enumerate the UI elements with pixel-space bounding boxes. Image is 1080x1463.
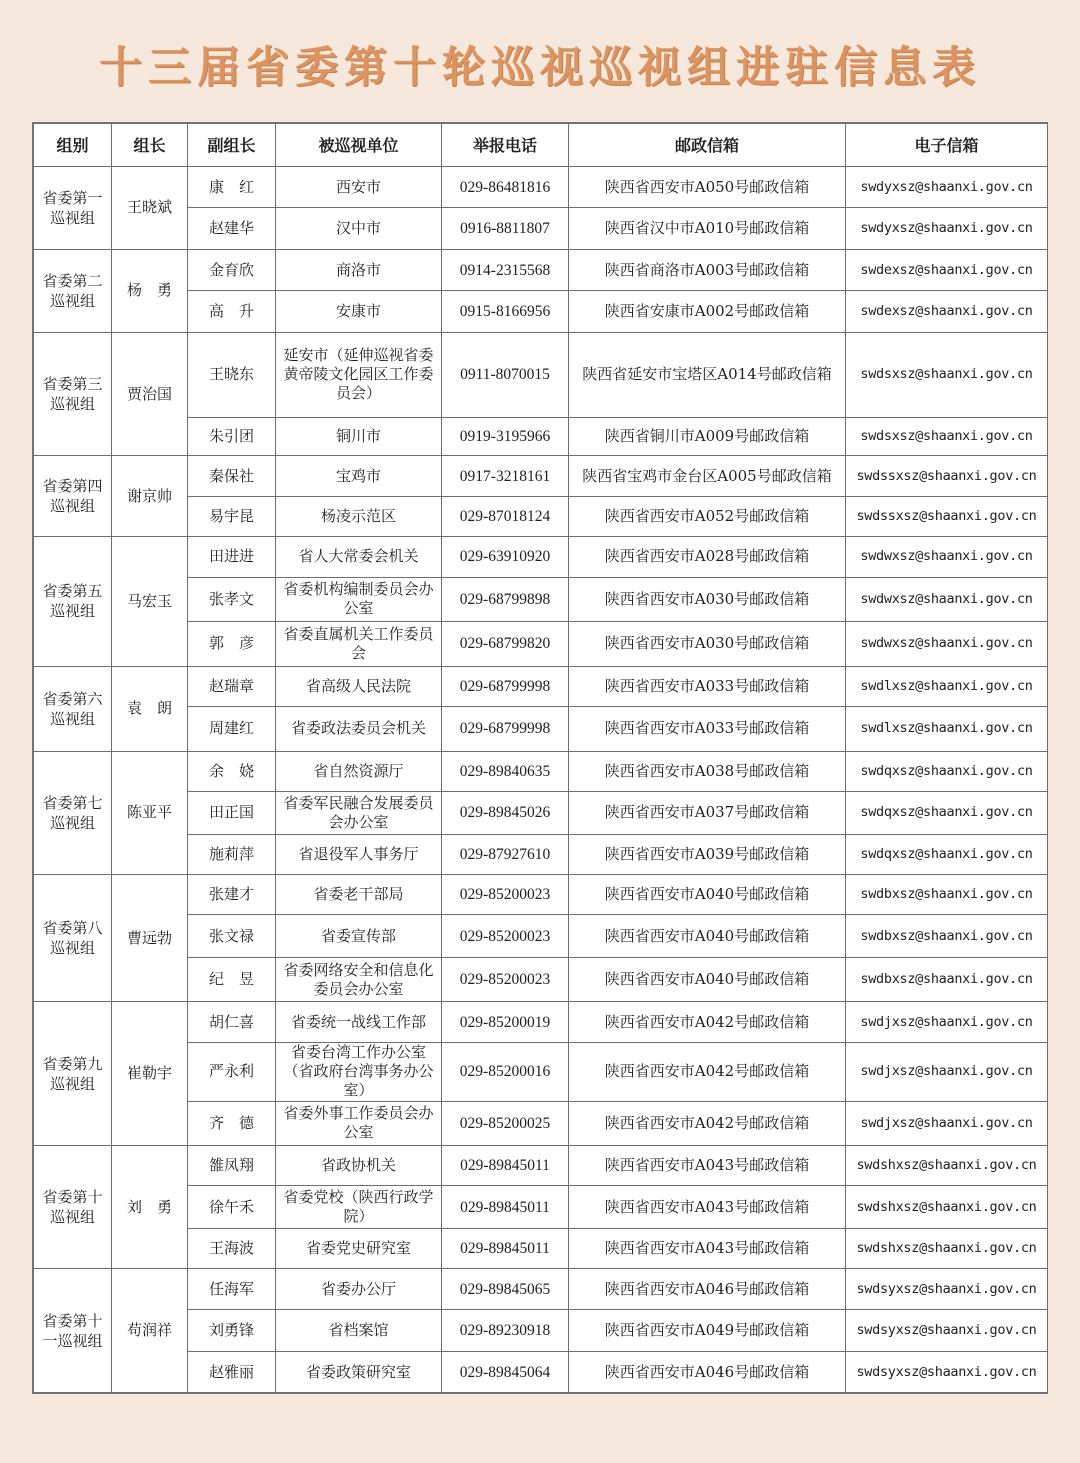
group-leader-cell: 王晓斌 <box>112 167 188 250</box>
report-phone-cell: 029-89845064 <box>442 1352 569 1393</box>
postal-mailbox-cell: 陕西省西安市A042号邮政信箱 <box>569 1002 846 1042</box>
report-phone-cell: 0911-8070015 <box>442 332 569 417</box>
email-cell: swdjxsz@shaanxi.gov.cn <box>846 1101 1048 1146</box>
postal-mailbox-cell: 陕西省宝鸡市金台区A005号邮政信箱 <box>569 456 846 496</box>
report-phone-cell: 029-68799998 <box>442 707 569 752</box>
inspected-unit-cell: 省委统一战线工作部 <box>276 1002 442 1042</box>
group-leader-cell: 崔勒宇 <box>112 1002 188 1146</box>
report-phone-cell: 0917-3218161 <box>442 456 569 496</box>
inspected-unit-cell: 省委党校（陕西行政学院） <box>276 1186 442 1228</box>
header-group: 组别 <box>34 124 112 167</box>
inspected-unit-cell: 省委办公厅 <box>276 1269 442 1309</box>
inspected-unit-cell: 宝鸡市 <box>276 456 442 496</box>
deputy-leader-cell: 易宇昆 <box>188 496 276 536</box>
report-phone-cell: 029-85200023 <box>442 915 569 957</box>
postal-mailbox-cell: 陕西省西安市A038号邮政信箱 <box>569 751 846 791</box>
postal-mailbox-cell: 陕西省西安市A050号邮政信箱 <box>569 167 846 208</box>
email-cell: swdwxsz@shaanxi.gov.cn <box>846 622 1048 667</box>
inspected-unit-cell: 杨凌示范区 <box>276 496 442 536</box>
deputy-leader-cell: 张建才 <box>188 874 276 914</box>
deputy-leader-cell: 金育欣 <box>188 249 276 290</box>
report-phone-cell: 0916-8811807 <box>442 208 569 249</box>
deputy-leader-cell: 康 红 <box>188 167 276 208</box>
report-phone-cell: 029-68799898 <box>442 577 569 622</box>
inspected-unit-cell: 省档案馆 <box>276 1309 442 1351</box>
deputy-leader-cell: 施莉萍 <box>188 834 276 874</box>
group-name-cell: 省委第六巡视组 <box>34 666 112 751</box>
email-cell: swdsyxsz@shaanxi.gov.cn <box>846 1309 1048 1351</box>
inspected-unit-cell: 西安市 <box>276 167 442 208</box>
inspected-unit-cell: 省高级人民法院 <box>276 666 442 706</box>
inspected-unit-cell: 省委直属机关工作委员会 <box>276 622 442 667</box>
postal-mailbox-cell: 陕西省西安市A046号邮政信箱 <box>569 1352 846 1393</box>
email-cell: swdssxsz@shaanxi.gov.cn <box>846 456 1048 496</box>
deputy-leader-cell: 朱引团 <box>188 417 276 455</box>
report-phone-cell: 029-68799820 <box>442 622 569 667</box>
group-name-cell: 省委第三巡视组 <box>34 332 112 455</box>
deputy-leader-cell: 余 娆 <box>188 751 276 791</box>
inspected-unit-cell: 省委政策研究室 <box>276 1352 442 1393</box>
header-mailbox: 邮政信箱 <box>569 124 846 167</box>
deputy-leader-cell: 王晓东 <box>188 332 276 417</box>
email-cell: swdssxsz@shaanxi.gov.cn <box>846 496 1048 536</box>
report-phone-cell: 029-63910920 <box>442 537 569 577</box>
header-email: 电子信箱 <box>846 124 1048 167</box>
email-cell: swdjxsz@shaanxi.gov.cn <box>846 1002 1048 1042</box>
group-name-cell: 省委第八巡视组 <box>34 874 112 1001</box>
postal-mailbox-cell: 陕西省西安市A037号邮政信箱 <box>569 792 846 834</box>
email-cell: swdshxsz@shaanxi.gov.cn <box>846 1146 1048 1186</box>
deputy-leader-cell: 刘勇锋 <box>188 1309 276 1351</box>
report-phone-cell: 029-68799998 <box>442 666 569 706</box>
inspected-unit-cell: 省委老干部局 <box>276 874 442 914</box>
email-cell: swdexsz@shaanxi.gov.cn <box>846 291 1048 332</box>
header-phone: 举报电话 <box>442 124 569 167</box>
email-cell: swdyxsz@shaanxi.gov.cn <box>846 208 1048 249</box>
postal-mailbox-cell: 陕西省西安市A030号邮政信箱 <box>569 577 846 622</box>
table-row <box>34 751 1048 791</box>
group-leader-cell: 苟润祥 <box>112 1269 188 1393</box>
table-row <box>34 167 1048 208</box>
report-phone-cell: 029-85200023 <box>442 957 569 1002</box>
postal-mailbox-cell: 陕西省西安市A042号邮政信箱 <box>569 1042 846 1101</box>
postal-mailbox-cell: 陕西省延安市宝塔区A014号邮政信箱 <box>569 332 846 417</box>
inspected-unit-cell: 汉中市 <box>276 208 442 249</box>
postal-mailbox-cell: 陕西省铜川市A009号邮政信箱 <box>569 417 846 455</box>
deputy-leader-cell: 纪 昱 <box>188 957 276 1002</box>
inspected-unit-cell: 省委外事工作委员会办公室 <box>276 1101 442 1146</box>
email-cell: swdshxsz@shaanxi.gov.cn <box>846 1186 1048 1228</box>
email-cell: swdsyxsz@shaanxi.gov.cn <box>846 1352 1048 1393</box>
table-row <box>34 1269 1048 1309</box>
inspected-unit-cell: 省退役军人事务厅 <box>276 834 442 874</box>
deputy-leader-cell: 田正国 <box>188 792 276 834</box>
group-leader-cell: 袁 朗 <box>112 666 188 751</box>
inspected-unit-cell: 延安市（延伸巡视省委黄帝陵文化园区工作委员会） <box>276 332 442 417</box>
email-cell: swdbxsz@shaanxi.gov.cn <box>846 915 1048 957</box>
group-name-cell: 省委第五巡视组 <box>34 537 112 666</box>
email-cell: swdyxsz@shaanxi.gov.cn <box>846 167 1048 208</box>
email-cell: swdlxsz@shaanxi.gov.cn <box>846 666 1048 706</box>
group-leader-cell: 曹远勃 <box>112 874 188 1001</box>
postal-mailbox-cell: 陕西省西安市A043号邮政信箱 <box>569 1186 846 1228</box>
report-phone-cell: 029-85200016 <box>442 1042 569 1101</box>
group-leader-cell: 陈亚平 <box>112 751 188 874</box>
deputy-leader-cell: 秦保社 <box>188 456 276 496</box>
email-cell: swdqxsz@shaanxi.gov.cn <box>846 751 1048 791</box>
postal-mailbox-cell: 陕西省西安市A030号邮政信箱 <box>569 622 846 667</box>
deputy-leader-cell: 周建红 <box>188 707 276 752</box>
group-leader-cell: 马宏玉 <box>112 537 188 666</box>
inspected-unit-cell: 省委军民融合发展委员会办公室 <box>276 792 442 834</box>
inspection-info-table <box>33 123 1048 1393</box>
header-row <box>34 124 1048 167</box>
postal-mailbox-cell: 陕西省西安市A028号邮政信箱 <box>569 537 846 577</box>
group-name-cell: 省委第四巡视组 <box>34 456 112 537</box>
header-leader: 组长 <box>112 124 188 167</box>
group-name-cell: 省委第十一巡视组 <box>34 1269 112 1393</box>
email-cell: swdsxsz@shaanxi.gov.cn <box>846 417 1048 455</box>
group-name-cell: 省委第二巡视组 <box>34 249 112 332</box>
deputy-leader-cell: 张文禄 <box>188 915 276 957</box>
group-name-cell: 省委第七巡视组 <box>34 751 112 874</box>
report-phone-cell: 029-89845065 <box>442 1269 569 1309</box>
inspected-unit-cell: 省自然资源厅 <box>276 751 442 791</box>
email-cell: swdexsz@shaanxi.gov.cn <box>846 249 1048 290</box>
deputy-leader-cell: 齐 德 <box>188 1101 276 1146</box>
deputy-leader-cell: 赵雅丽 <box>188 1352 276 1393</box>
inspected-unit-cell: 省委机构编制委员会办公室 <box>276 577 442 622</box>
email-cell: swdshxsz@shaanxi.gov.cn <box>846 1228 1048 1268</box>
page-title: 十三届省委第十轮巡视巡视组进驻信息表 <box>99 43 981 93</box>
email-cell: swdbxsz@shaanxi.gov.cn <box>846 874 1048 914</box>
inspected-unit-cell: 省委政法委员会机关 <box>276 707 442 752</box>
group-name-cell: 省委第十巡视组 <box>34 1146 112 1269</box>
table-row <box>34 874 1048 914</box>
inspected-unit-cell: 省委党史研究室 <box>276 1228 442 1268</box>
email-cell: swdqxsz@shaanxi.gov.cn <box>846 792 1048 834</box>
group-leader-cell: 贾治国 <box>112 332 188 455</box>
table-row <box>34 537 1048 577</box>
info-table-sheet <box>32 122 1048 1394</box>
inspected-unit-cell: 安康市 <box>276 291 442 332</box>
table-row <box>34 332 1048 417</box>
email-cell: swdwxsz@shaanxi.gov.cn <box>846 577 1048 622</box>
report-phone-cell: 029-89845011 <box>442 1186 569 1228</box>
postal-mailbox-cell: 陕西省西安市A042号邮政信箱 <box>569 1101 846 1146</box>
header-deputy: 副组长 <box>188 124 276 167</box>
email-cell: swdsyxsz@shaanxi.gov.cn <box>846 1269 1048 1309</box>
deputy-leader-cell: 任海军 <box>188 1269 276 1309</box>
email-cell: swdqxsz@shaanxi.gov.cn <box>846 834 1048 874</box>
group-leader-cell: 谢京帅 <box>112 456 188 537</box>
inspected-unit-cell: 铜川市 <box>276 417 442 455</box>
header-unit: 被巡视单位 <box>276 124 442 167</box>
inspected-unit-cell: 商洛市 <box>276 249 442 290</box>
deputy-leader-cell: 严永利 <box>188 1042 276 1101</box>
report-phone-cell: 0914-2315568 <box>442 249 569 290</box>
report-phone-cell: 029-89845026 <box>442 792 569 834</box>
inspected-unit-cell: 省委台湾工作办公室（省政府台湾事务办公室） <box>276 1042 442 1101</box>
deputy-leader-cell: 胡仁喜 <box>188 1002 276 1042</box>
postal-mailbox-cell: 陕西省西安市A043号邮政信箱 <box>569 1228 846 1268</box>
postal-mailbox-cell: 陕西省西安市A049号邮政信箱 <box>569 1309 846 1351</box>
postal-mailbox-cell: 陕西省西安市A040号邮政信箱 <box>569 915 846 957</box>
inspected-unit-cell: 省政协机关 <box>276 1146 442 1186</box>
report-phone-cell: 029-87927610 <box>442 834 569 874</box>
table-row <box>34 456 1048 496</box>
group-leader-cell: 刘 勇 <box>112 1146 188 1269</box>
email-cell: swdlxsz@shaanxi.gov.cn <box>846 707 1048 752</box>
group-name-cell: 省委第九巡视组 <box>34 1002 112 1146</box>
deputy-leader-cell: 田进进 <box>188 537 276 577</box>
deputy-leader-cell: 赵建华 <box>188 208 276 249</box>
deputy-leader-cell: 徐午禾 <box>188 1186 276 1228</box>
table-row <box>34 666 1048 706</box>
email-cell: swdjxsz@shaanxi.gov.cn <box>846 1042 1048 1101</box>
postal-mailbox-cell: 陕西省西安市A040号邮政信箱 <box>569 957 846 1002</box>
email-cell: swdwxsz@shaanxi.gov.cn <box>846 537 1048 577</box>
table-row <box>34 1146 1048 1186</box>
postal-mailbox-cell: 陕西省西安市A046号邮政信箱 <box>569 1269 846 1309</box>
postal-mailbox-cell: 陕西省汉中市A010号邮政信箱 <box>569 208 846 249</box>
report-phone-cell: 029-89230918 <box>442 1309 569 1351</box>
postal-mailbox-cell: 陕西省西安市A052号邮政信箱 <box>569 496 846 536</box>
deputy-leader-cell: 雒凤翔 <box>188 1146 276 1186</box>
deputy-leader-cell: 王海波 <box>188 1228 276 1268</box>
email-cell: swdbxsz@shaanxi.gov.cn <box>846 957 1048 1002</box>
deputy-leader-cell: 赵瑞章 <box>188 666 276 706</box>
postal-mailbox-cell: 陕西省西安市A033号邮政信箱 <box>569 666 846 706</box>
inspected-unit-cell: 省委宣传部 <box>276 915 442 957</box>
report-phone-cell: 0919-3195966 <box>442 417 569 455</box>
report-phone-cell: 029-86481816 <box>442 167 569 208</box>
report-phone-cell: 029-85200019 <box>442 1002 569 1042</box>
report-phone-cell: 029-87018124 <box>442 496 569 536</box>
report-phone-cell: 029-89845011 <box>442 1228 569 1268</box>
deputy-leader-cell: 郭 彦 <box>188 622 276 667</box>
postal-mailbox-cell: 陕西省西安市A040号邮政信箱 <box>569 874 846 914</box>
postal-mailbox-cell: 陕西省西安市A033号邮政信箱 <box>569 707 846 752</box>
email-cell: swdsxsz@shaanxi.gov.cn <box>846 332 1048 417</box>
postal-mailbox-cell: 陕西省西安市A039号邮政信箱 <box>569 834 846 874</box>
report-phone-cell: 029-89840635 <box>442 751 569 791</box>
group-leader-cell: 杨 勇 <box>112 249 188 332</box>
deputy-leader-cell: 高 升 <box>188 291 276 332</box>
deputy-leader-cell: 张孝文 <box>188 577 276 622</box>
inspected-unit-cell: 省委网络安全和信息化委员会办公室 <box>276 957 442 1002</box>
inspected-unit-cell: 省人大常委会机关 <box>276 537 442 577</box>
postal-mailbox-cell: 陕西省商洛市A003号邮政信箱 <box>569 249 846 290</box>
report-phone-cell: 029-85200023 <box>442 874 569 914</box>
postal-mailbox-cell: 陕西省西安市A043号邮政信箱 <box>569 1146 846 1186</box>
postal-mailbox-cell: 陕西省安康市A002号邮政信箱 <box>569 291 846 332</box>
table-row <box>34 249 1048 290</box>
table-row <box>34 1002 1048 1042</box>
report-phone-cell: 0915-8166956 <box>442 291 569 332</box>
report-phone-cell: 029-89845011 <box>442 1146 569 1186</box>
group-name-cell: 省委第一巡视组 <box>34 167 112 250</box>
report-phone-cell: 029-85200025 <box>442 1101 569 1146</box>
